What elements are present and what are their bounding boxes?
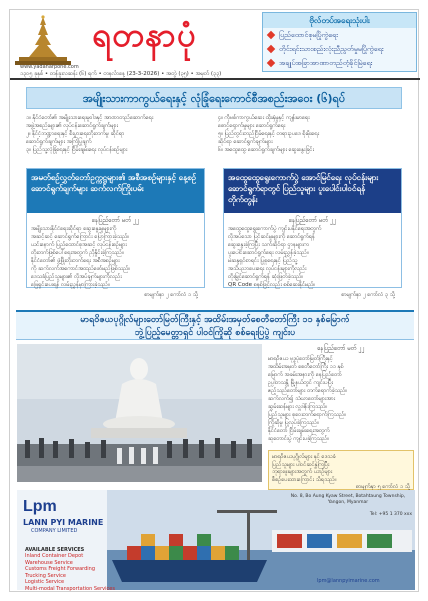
continued-link[interactable]: စာမျက်နှာ ၂ ကော်လံ ၁ သို့ [144,292,198,298]
story-headline[interactable]: အမတ်စဉ်လွှတ်တော်ဥက္ကဋ္ဌများ၏ အစီအစဉ်များနှင့် နေ့စဉ်ဆောင်ရွက်ချက်များ ဆက်လက်ကြိုးပမ်း [27,169,204,213]
story-byline: နေပြည်တော် မတ် ၂၂ [288,217,337,224]
highlight-item: ပြည်ထောင်စုမပြိုကွဲရေး [263,28,416,42]
ad-company-name: LANN PYI MARINE [23,518,104,527]
dateline: ၁၃၀၅ ခုနှစ် • တန်ခူးလဆန်း (၆) ရက် • တနင်္လာနေ့ (23-3-2026) • အတွဲ (၃၅) • အမှတ် (၃၃) [20,71,222,77]
bullet-diamond-icon [267,31,275,39]
ad-contact: Tel: +95 1 370 xxx [369,512,412,517]
lead-headline[interactable]: အမျိုးသားကာကွယ်ရေးနှင့် လုံခြုံရေးကောင်စီအစည်းအဝေး (၆)ရပ် [26,87,402,109]
svg-text:Lpm: Lpm [23,498,57,515]
buddha-ceremony-photo[interactable] [17,344,262,482]
highlights-heading: ဗိုလ်တပ်အရေးသုံးပါး [263,13,416,28]
story-box-parliament[interactable] [26,168,205,298]
advertisement-lann-pyi-marine[interactable] [17,490,415,590]
story-body: မာရဝိဇယ ဗုဒ္ဓပုံတော်မြတ်ကြီးနှင့် အထိမ်းအမှတ် စေတီတော်ကြီး ၁၁ နှစ် မြောက် အခမ်းအနားကို နေပြည်တော် ဥပ္ပါတသန္တိ မြို့နယ်တွင် ကျင်းပပြီး ဧည့်သည်တော်များ တက်ရောက်ခဲ့သည်။ ဆက်လက်၍ သံဃာတော်များအား ဆွမ်းဆန်များ လှူဒါန်းကြသည်။ ပြည်သူများ စုဝေးတက်ရောက်ကြသည်။ ကြိုဆိုမှု ပြုလုပ်ခဲ့ကြသည်။ နိုင်ငံတော် ငြိမ်းချမ်းရေးအတွက် ဆုတောင်းပွဲ ကျင်းပခဲ့ကြသည်။ [268,356,347,442]
ad-email-link[interactable]: lpm@lannpyimarine.com [317,578,380,584]
story-box-election[interactable] [223,168,402,298]
lead-story-col-left: ၁။ နိုင်ငံတော်၏ အမျိုးသားရေးမူဝါဒနှင့် အာဏာတည်ဆောက်ရေး အဖွဲ့အစည်းများ၏ လုပ်ငန်းဆောင်ရွက်ချက်များ ၂။ နိုင်ငံ့ဘဏ္ဍာရေးနှင့် စီးပွားရေးတိုးတက်မှု ဆိုင်ရာ ဆောင်ရွက်ချက်များ အကြံပြုချက် ၃။ ပြည်သူ့လုံခြုံရေးနှင့် ငြိမ်းချမ်းရေး လုပ်ငန်းစဉ်များ [26,115,154,153]
bullet-diamond-icon [267,45,275,53]
story-headline[interactable]: အထွေထွေရွေးကောက်ပွဲ အောင်မြင်ရေး လုပ်ငန်းများ ဆောင်ရွက်ရာတွင် ပြည်သူများ ပူးပေါင်းပါဝင်ရန် တိုက်တွန်း [224,169,401,213]
continued-link[interactable]: စာမျက်နှာ ၂ ကော်လံ ၃ သို့ [341,292,395,298]
continued-link[interactable]: စာမျက်နှာ ၅ ကော်လံ ၁ သို့ [355,484,410,490]
lead-story-col-right: ၄။ ကိုဗစ်ကာကွယ်ဆေး ထိုးနှံမှုနှင့် ကျန်းမာရေး စောင့်ရှောက်မှုများ ဆောင်ရွက်ရေး ၅။ ပြည်တွင်းတည်ငြိမ်ရေးနှင့် တရားဥပဒေ စိုးမိုးရေး ဆိုင်ရာ ဆောင်ရွက်ချက်များ ၆။ အထွေထွေ ဆောင်ရွက်ချက်များ ဆွေးနွေးခြင်း [218,115,319,153]
highlight-item: အချုပ်အခြာအာဏာတည်တံ့ခိုင်မြဲရေး [263,56,416,70]
main-story-text [268,344,414,444]
newspaper-title: ရတနာပုံ [92,15,197,54]
main-headline-line-1: မာရဝိဇယပုဂ္ဂိုလ်များတော်မြတ်ကြီးနှင့် အထိမ်းအမှတ်စေတီတော်ကြီး ၁၁ နှစ်မြောက် [80,315,350,325]
ad-company-sub: COMPANY LIMITED [31,528,78,534]
highlights-box [262,12,417,72]
newspaper-page [9,9,419,592]
website-link[interactable]: www.yadanarpone.com [20,64,79,70]
masthead [10,10,420,76]
story-byline: နေပြည်တော် မတ် ၂၂ [91,217,140,224]
ad-address: No. 8, Bo Aung Kyaw Street, Botahtaung Township, Yangon, Myanmar [290,494,406,505]
main-headline-line-2: ဘွဲ့ပြည့်မေတ္တာရှင် ပါဝင်ကြိုဆို စစ်ရေးပြပွဲ ကျင်းပ [134,328,296,338]
main-headline[interactable] [16,310,414,340]
ad-services-list: Inland Container Depot Warehouse Service Customs Freight Forwarding Trucking Service Logistic Service Multi-modal Transportation Services [25,553,115,592]
story-body: အထွေထွေရွေးကောက်ပွဲ ကျင်းပနိုင်ရေးအတွက် လိုအပ်သော ပြင်ဆင်မှုများကို ဆောင်ရွက်ရန် ဆွေးနွေးခဲ့ကြပြီး သက်ဆိုင်ရာ ဌာနများက ပူးပေါင်းဆောင်ရွက်ရေး လမ်းညွှန်ခဲ့သည်။ မဲဆန္ဒရှင်စာရင်း ပြုစုရေးနှင့် ပြည်သူ့ အသိပညာပေးရေး လုပ်ငန်းများကိုလည်း တိုးမြှင့်ဆောင်ရွက်ရန် ဆုံးဖြတ်ခဲ့သည်။ QR Code စနစ်ဖြင့်လည်း စစ်ဆေးနိုင်မည်။ [228,226,322,288]
story-body: အမျိုးသားနိုင်ငံရေးဆိုင်ရာ ဆွေးနွေးမှုများကို အဆင့်ဆင့် ဆောင်ရွက်ကြောင်း ပြောကြားခဲ့သည်။ ယင်းနောက် ပြည်ထောင်စုအဆင့် လုပ်ငန်းစဉ်များ တိုးတက်ဖြစ်ပေါ်ရေးအတွက် ညှိနှိုင်းခဲ့ကြသည်။ နိုင်ငံတော်၏ ဖွံ့ဖြိုးတိုးတက်ရေး အစီအစဉ်များ ကို ဆက်လက်အကောင်အထည်ဖော်မည်ဖြစ်သည်။ ဒေသခံပြည်သူများ၏ လိုအပ်ချက်များကိုလည်း ဖြေရှင်းပေးရန် လမ်းညွှန်မှာကြားခဲ့သည်။ [31,226,131,288]
side-note-box: မာရဝိဇယပုဂ္ဂိုလ်များ နှင့် ဒေသခံ ပြည်သူများ ပါဝင်ဆင်နွှဲကြပြီး ဘုရားဖူးများအတွက် ယာဉ်များ စီစဉ်ပေးထားကြောင်း သိရသည်။ စာမျက်နှာ ၅ ကော်လံ ၁ သို့ [268,450,414,490]
bullet-diamond-icon [267,59,275,67]
masthead-divider [10,78,420,80]
lead-story-columns [26,114,402,160]
highlight-item: တိုင်းရင်းသားစည်းလုံးညီညွတ်မှုမပြိုကွဲရေး [263,42,416,56]
pagoda-logo-icon [13,15,73,67]
lpm-logo-icon [23,494,57,516]
story-byline: နေပြည်တော် မတ် ၂၂ [317,345,365,352]
ad-services-heading: AVAILABLE SERVICES [25,547,85,553]
